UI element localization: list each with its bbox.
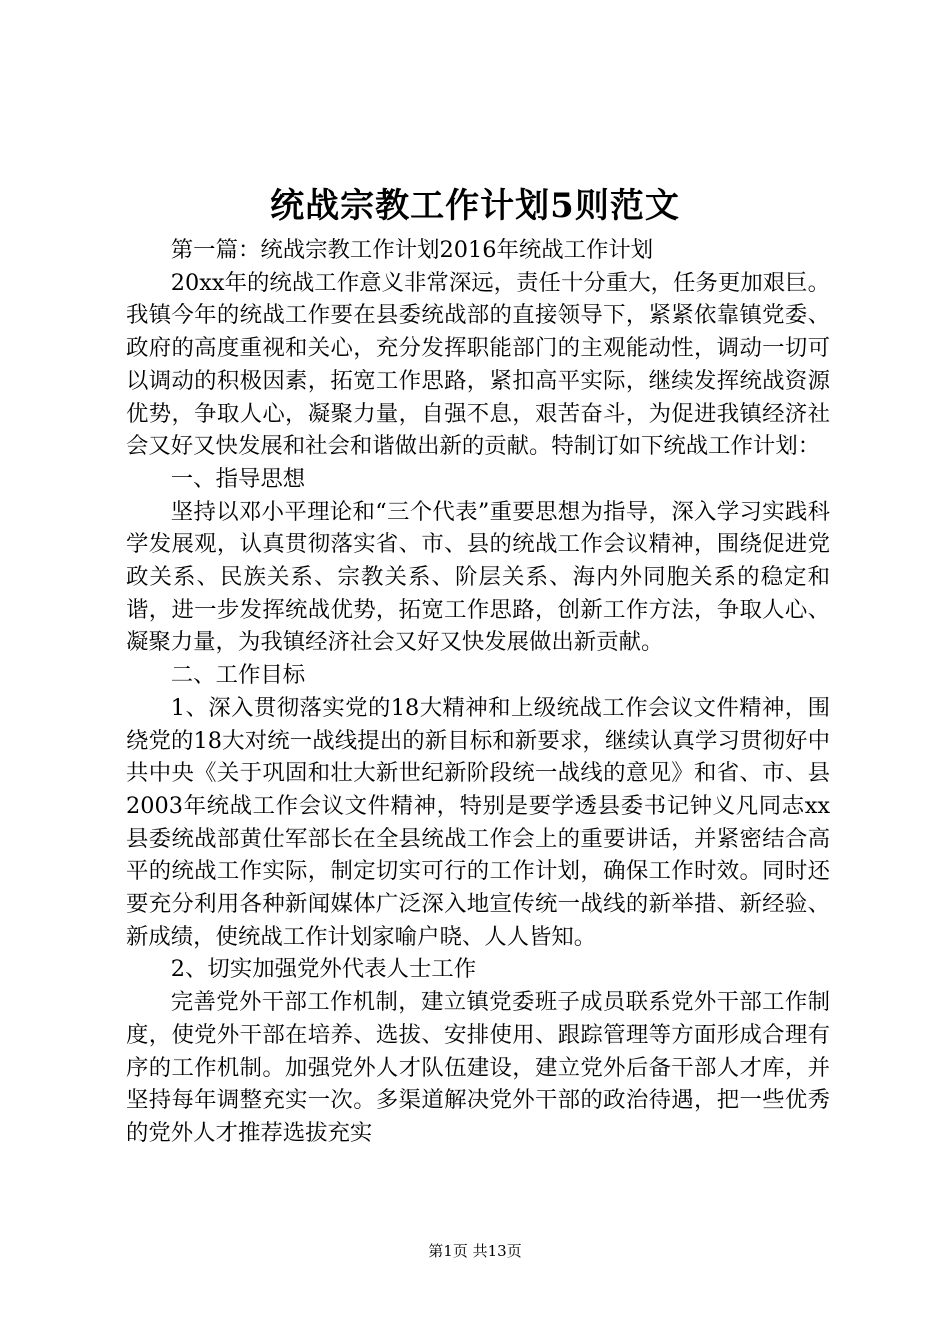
section-heading-work-goals: 二、工作目标 — [170, 662, 306, 689]
section-heading-guiding-ideology: 一、指导思想 — [170, 465, 306, 492]
paragraph-intro: 20xx年的统战工作意义非常深远，责任十分重大，任务更加艰巨。我镇今年的统战工作要在县委统战部的直接领导下，紧紧依靠镇党委、政府的高度重视和关心，充分发挥职能部门的主观能动性，调动一切可以调动的积极因素，拓宽工作思路，紧扣高平实际，继续发挥统战资源优势，争取人心，凝聚力量，自强不息，艰苦奋斗，为促进我镇经济社会又好又快发展和社会和谐做出新的贡献。特制订如下统战工作计划： — [126, 269, 830, 460]
paragraph-guiding-ideology: 坚持以邓小平理论和“三个代表”重要思想为指导，深入学习实践科学发展观，认真贯彻落实省、市、县的统战工作会议精神，围绕促进党政关系、民族关系、宗教关系、阶层关系、海内外同胞关系的稳定和谐，进一步发挥统战优势，拓宽工作思路，创新工作方法，争取人心、凝聚力量，为我镇经济社会又好又快发展做出新贡献。 — [126, 498, 830, 656]
paragraph-goal-2: 完善党外干部工作机制，建立镇党委班子成员联系党外干部工作制度，使党外干部在培养、选拔、安排使用、跟踪管理等方面形成合理有序的工作机制。加强党外人才队伍建设，建立党外后备干部人才库，并坚持每年调整充实一次。多渠道解决党外干部的政治待遇，把一些优秀的党外人才推荐选拔充实 — [126, 989, 830, 1146]
page-footer: 第1页 共13页 — [428, 1242, 522, 1260]
subheading-goal-2: 2、切实加强党外代表人士工作 — [170, 956, 477, 983]
document-body — [126, 234, 830, 1150]
paragraph-goal-1: 1、深入贯彻落实党的18大精神和上级统战工作会议文件精神，围绕党的18大对统一战线提出的新目标和新要求，继续认真学习贯彻好中共中央《关于巩固和壮大新世纪新阶段统一战线的意见》和省、市、县2003年统战工作会议文件精神，特别是要学透县委书记钟义凡同志xx县委统战部黄仕军部长在全县统战工作会上的重要讲话，并紧密结合高平的统战工作实际，制定切实可行的工作计划，确保工作时效。同时还要充分利用各种新闻媒体广泛深入地宣传统一战线的新举措、新经验、新成绩，使统战工作计划家喻户晓、人人皆知。 — [126, 694, 830, 950]
document-title: 统战宗教工作计划5则范文 — [270, 186, 680, 226]
section-heading-part-one: 第一篇：统战宗教工作计划2016年统战工作计划 — [170, 237, 654, 263]
